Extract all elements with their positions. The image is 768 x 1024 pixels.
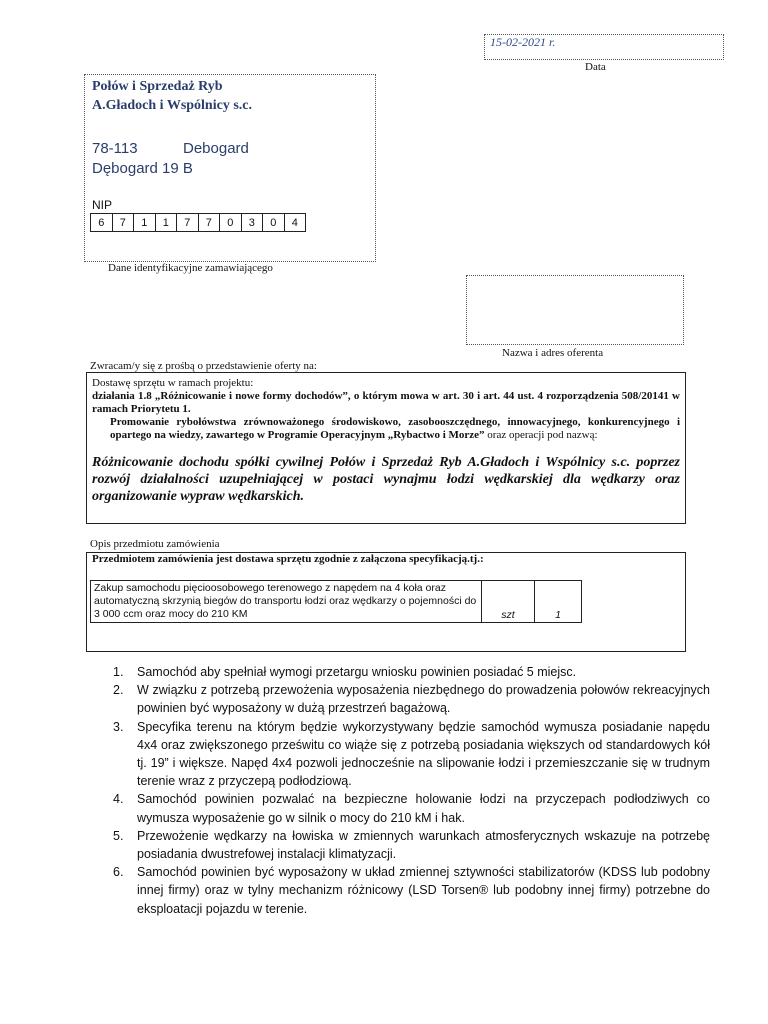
list-item: Przewożenie wędkarzy na łowiska w zmiennych warunkach atmosferycznych wskazuje na potrzebę posiadania dwustrefowej instalacji klimatyzacji. (137, 828, 710, 862)
list-item: Samochód powinien pozwalać na bezpieczne holowanie łodzi na przyczepach podłodziwych co wymusza wyposażenie go w silnik o mocy do 210 kM i hak. (137, 792, 710, 825)
nip-digit: 7 (112, 213, 135, 232)
operation-lead: oraz operacji pod nazwą: (487, 429, 598, 441)
postal-code: 78-113 (92, 140, 138, 157)
subject-heading: Przedmiotem zamówienia jest dostawa sprzętu zgodnie z załączona specyfikacją.tj.: (92, 553, 484, 565)
nip-digit: 0 (219, 213, 242, 232)
nip-digit: 3 (241, 213, 264, 232)
item-quantity: 1 (535, 581, 582, 623)
subject-caption: Opis przedmiotu zamówienia (90, 538, 220, 550)
table-row (91, 581, 582, 623)
nip-digit: 1 (133, 213, 156, 232)
project-line-3 (92, 416, 680, 442)
date-label: Data (585, 61, 606, 73)
nip-digits (91, 213, 306, 232)
orderer-caption: Dane identyfikacyjne zamawiającego (108, 262, 273, 274)
date-value: 15-02-2021 r. (490, 35, 556, 49)
project-box (86, 372, 686, 524)
offerent-box (466, 275, 684, 345)
request-intro: Zwracam/y się z prośbą o przedstawienie oferty na: (90, 360, 317, 372)
nip-digit: 4 (284, 213, 307, 232)
city: Debogard (183, 140, 249, 157)
list-item: Specyfika terenu na którym będzie wykorzystywany będzie samochód wymusza posiadanie napędu 4x4 oraz zwiększonego prześwitu co wiąże się z potrzebą posiadania większych od standardowych kół tj. 19” i większe. Napęd 4x4 pozwoli jednocześnie na slipowanie łodzi i przemieszczanie się w trudnym terenie wraz z przyczepą podłodziową. (137, 719, 710, 789)
company-name-line-2: A.Gładoch i Wspólnicy s.c. (92, 98, 252, 113)
project-line-2: działania 1.8 „Różnicowanie i nowe formy dochodów”, o którym mowa w art. 30 i art. 44 ust. 4 rozporządzenia 508/20141 w ramach Priorytetu 1. (92, 390, 680, 415)
project-line-1: Dostawę sprzętu w ramach projektu: (92, 377, 254, 389)
nip-label: NIP (92, 198, 113, 212)
list-item: Samochód aby spełniał wymogi przetargu wniosku powinien posiadać 5 miejsc. (137, 665, 577, 679)
requirements-list (103, 663, 710, 918)
company-name-line-1: Połów i Sprzedaż Ryb (92, 79, 223, 94)
nip-digit: 1 (155, 213, 178, 232)
item-unit: szt (482, 581, 535, 623)
list-item: W związku z potrzebą przewożenia wyposażenia niezbędnego do prowadzenia połowów rekreacyjnych powinien być wyposażony w dużą przestrzeń bagażową. (137, 683, 710, 716)
item-table (90, 580, 582, 623)
nip-digit: 7 (176, 213, 199, 232)
nip-digit: 7 (198, 213, 221, 232)
item-description: Zakup samochodu pięcioosobowego terenowego z napędem na 4 koła oraz automatyczną skrzynią biegów do transportu łodzi oraz wędkarzy o pojemności do 3 000 ccm oraz mocy do 210 KM (91, 581, 482, 623)
list-item: Samochód powinien być wyposażony w układ zmiennej sztywności stabilizatorów (KDSS lub podobny innej firmy) oraz w tylny mechanizm różnicowy (LSD Torsen® lub podobny innej firmy) potrzebne do eksploatacji pojazdu w terenie. (137, 865, 710, 916)
offerent-caption: Nazwa i adres oferenta (502, 347, 604, 359)
program-name: Promowanie rybołówstwa zrównoważonego środowiskowo, zasobooszczędnego, innowacyjnego, konkurencyjnego i opartego na wiedzy, zawartego w Programie Operacyjnym „Rybactwo i Morze” (110, 416, 680, 441)
nip-digit: 0 (262, 213, 285, 232)
nip-digit: 6 (90, 213, 113, 232)
street-address: Dębogard 19 B (92, 160, 193, 177)
project-title: Różnicowanie dochodu spółki cywilnej Połów i Sprzedaż Ryb A.Gładoch i Wspólnicy s.c. poprzez rozwój działalności uzupełniającej w postaci wynajmu łodzi wędkarskiej dla wędkarzy oraz organizowanie wypraw wędkarskich. (92, 455, 680, 504)
